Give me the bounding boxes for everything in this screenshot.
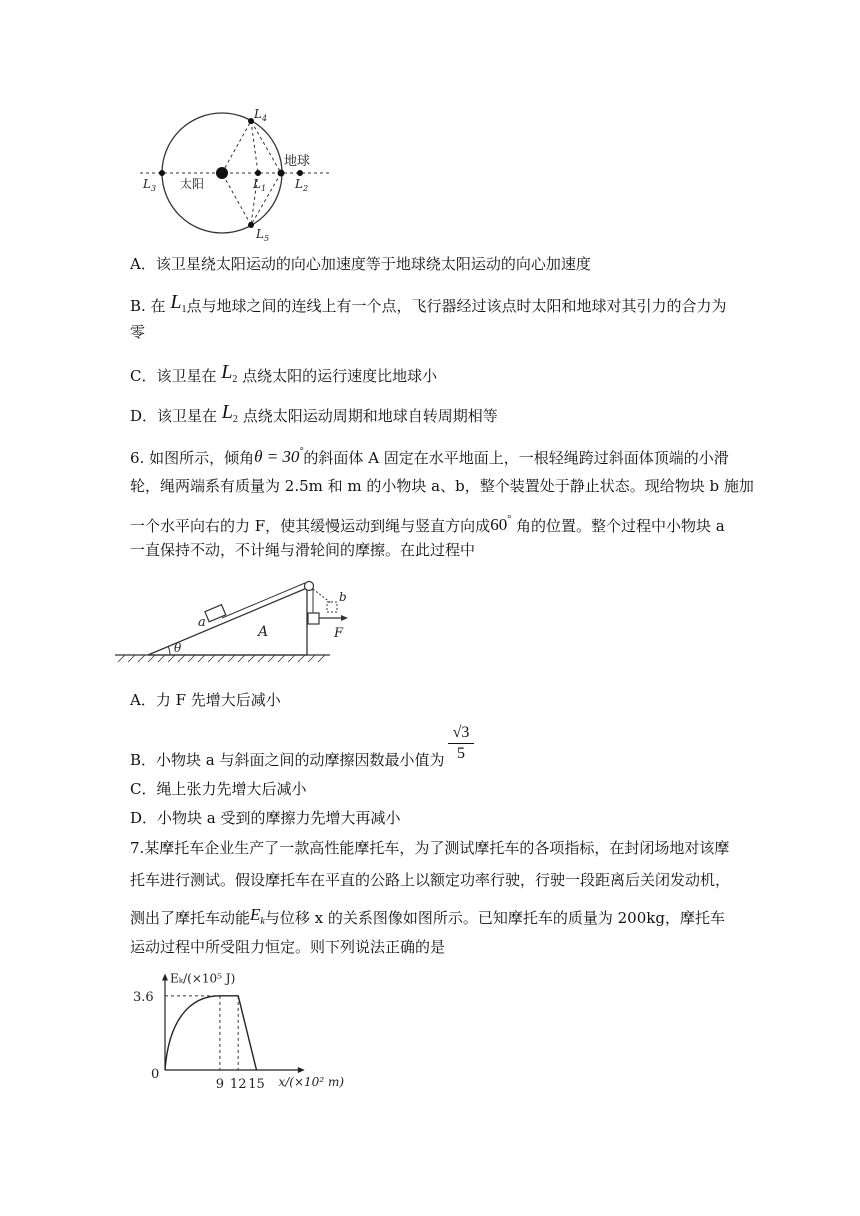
incline-body bbox=[148, 588, 307, 655]
q6-stem-line1: 6. 如图所示，倾角θ = 30°的斜面体 A 固定在水平地面上，一根轻绳跨过斜面体顶端的小滑 bbox=[130, 446, 729, 467]
x-tick-label: 15 bbox=[248, 1077, 265, 1092]
rope-dashed bbox=[313, 589, 331, 603]
x-axis-label: x/(×10² m) bbox=[278, 1075, 345, 1089]
fraction-numerator: √3 bbox=[452, 724, 470, 741]
point-l5 bbox=[248, 222, 254, 228]
label-b: b bbox=[339, 590, 347, 604]
q6-stem-line2: 轮，绳两端系有质量为 2.5m 和 m 的小物块 a、b，整个装置处于静止状态。现给物块 b 施加 bbox=[130, 477, 754, 495]
q5-b-symbol: $L_1$ bbox=[170, 291, 187, 315]
q5-option-b bbox=[130, 292, 726, 320]
ek-x-chart bbox=[125, 971, 385, 1092]
label-l5: $L_5$ bbox=[256, 227, 270, 243]
y-tick-label: 3.6 bbox=[133, 989, 154, 1005]
fraction-denominator: 5 bbox=[457, 745, 465, 762]
angle-arc bbox=[168, 646, 170, 655]
q6-angle-60: 60° bbox=[490, 514, 512, 534]
label-l2: $L_2$ bbox=[295, 177, 309, 193]
q5-c-prefix: C．该卫星在 bbox=[130, 367, 222, 385]
q5-d-symbol: $L_2$ bbox=[221, 401, 238, 425]
q5-option-c bbox=[130, 362, 437, 390]
force-arrowhead bbox=[341, 615, 348, 621]
q5-option-a: A．该卫星绕太阳运动的向心加速度等于地球绕太阳运动的向心加速度 bbox=[130, 255, 591, 273]
q7-stem-line4: 运动过程中所受阻力恒定。则下列说法正确的是 bbox=[130, 938, 446, 956]
q7-stem-line2: 托车进行测试。假设摩托车在平直的公路上以额定功率行驶，行驶一段距离后关闭发动机， bbox=[130, 871, 731, 889]
q6-stem-line3: 一个水平向右的力 F，使其缓慢运动到绳与竖直方向成60° 角的位置。整个过程中小物块 a bbox=[130, 514, 725, 535]
point-l1 bbox=[255, 170, 261, 176]
q6-stem-line4: 一直保持不动，不计绳与滑轮间的摩擦。在此过程中 bbox=[130, 541, 476, 559]
q5-c-text: 点绕太阳的运行速度比地球小 bbox=[237, 367, 438, 385]
incline-figure bbox=[110, 575, 370, 665]
q5-option-b-line2: 零 bbox=[130, 323, 146, 341]
series-line bbox=[165, 996, 257, 1070]
q6-option-b: B．小物块 a 与斜面之间的动摩擦因数最小值为 bbox=[130, 751, 445, 769]
q5-option-d bbox=[130, 402, 498, 430]
label-A: A bbox=[258, 624, 269, 640]
q5-d-prefix: D．该卫星在 bbox=[130, 407, 222, 425]
q7-ek-symbol: $E_k$ bbox=[250, 905, 265, 927]
y-axis-label: Eₖ/(×10⁵ J) bbox=[170, 971, 236, 986]
x-axis-arrow bbox=[298, 1067, 305, 1073]
label-F: F bbox=[334, 626, 344, 641]
rope-along-incline bbox=[222, 583, 305, 618]
q6-option-c: C．绳上张力先增大后减小 bbox=[130, 780, 307, 798]
y-axis-arrow bbox=[162, 973, 168, 980]
q5-b-text: 点与地球之间的连线上有一个点，飞行器经过该点时太阳和地球对其引力的合力为 bbox=[186, 297, 727, 315]
point-l2 bbox=[297, 170, 303, 176]
block-b-final bbox=[327, 602, 337, 612]
ground-hatching bbox=[118, 655, 325, 662]
q6-angle-theta: θ = 30° bbox=[254, 446, 304, 466]
q6-option-b-fraction bbox=[448, 724, 474, 763]
block-b bbox=[308, 613, 319, 624]
label-l3: $L_3$ bbox=[143, 177, 157, 193]
sun bbox=[216, 167, 228, 179]
origin-label: 0 bbox=[151, 1067, 160, 1082]
earth bbox=[278, 170, 285, 177]
fraction-bar bbox=[448, 743, 474, 744]
x-tick-label: 12 bbox=[229, 1077, 247, 1092]
label-theta: θ bbox=[174, 641, 182, 655]
label-l1: $L_1$ bbox=[253, 177, 267, 193]
lagrange-figure bbox=[140, 100, 340, 245]
label-sun: 太阳 bbox=[180, 177, 205, 191]
q7-stem-line3: 测出了摩托车动能$E_k$与位移 x 的关系图像如图所示。已知摩托车的质量为 200kg，摩托车 bbox=[130, 905, 725, 927]
label-l4: $L_4$ bbox=[254, 107, 268, 123]
q6-option-d: D．小物块 a 受到的摩擦力先增大再减小 bbox=[130, 809, 401, 827]
q5-c-symbol: $L_2$ bbox=[221, 361, 238, 385]
point-l3 bbox=[159, 170, 165, 176]
label-earth: 地球 bbox=[284, 154, 311, 169]
x-tick-label: 9 bbox=[215, 1077, 225, 1092]
block-a bbox=[205, 605, 226, 622]
q5-d-text: 点绕太阳运动周期和地球自转周期相等 bbox=[237, 407, 498, 425]
q6-option-a: A．力 F 先增大后减小 bbox=[130, 691, 281, 709]
q5-b-prefix: B. 在 bbox=[130, 297, 171, 315]
label-a: a bbox=[198, 615, 206, 630]
q7-stem-line1: 7.某摩托车企业生产了一款高性能摩托车，为了测试摩托车的各项指标，在封闭场地对该摩 bbox=[130, 839, 730, 857]
pulley bbox=[305, 582, 314, 591]
l4-l5-line bbox=[251, 121, 258, 173]
